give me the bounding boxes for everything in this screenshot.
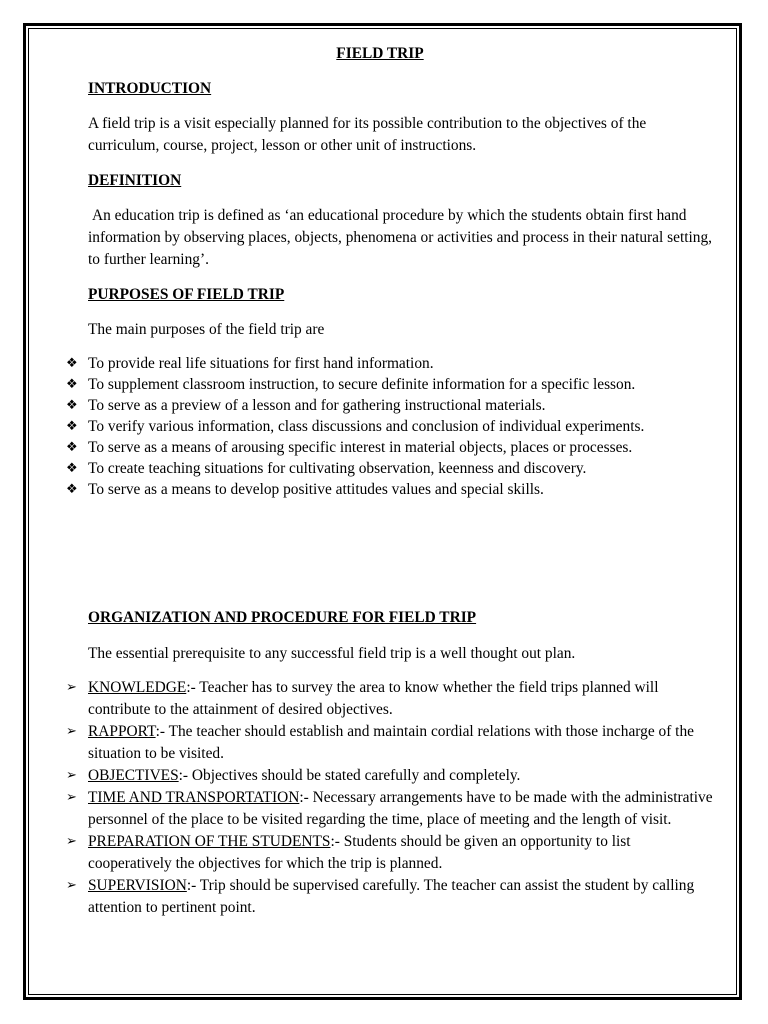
list-item-text: :- The teacher should establish and maintain cordial relations with those incharge of the situation to be visited. <box>88 723 694 762</box>
list-item-text: To provide real life situations for first hand information. <box>88 355 434 372</box>
list-item-text: To verify various information, class discussions and conclusion of individual experiments. <box>88 418 645 435</box>
list-item <box>64 831 714 875</box>
diamond-bullet-icon: ❖ <box>66 419 78 434</box>
purposes-heading: PURPOSES OF FIELD TRIP <box>88 286 285 303</box>
list-item-term: KNOWLEDGE <box>88 679 187 696</box>
list-item-text: :- Teacher has to survey the area to know whether the field trips planned will contribute to the attainment of desired objectives. <box>88 679 659 718</box>
list-item <box>64 677 714 721</box>
arrow-bullet-icon: ➢ <box>66 680 77 695</box>
list-item <box>64 458 714 479</box>
list-item <box>64 437 714 458</box>
list-item-text: :- Trip should be supervised carefully. The teacher can assist the student by calling attention to pertinent point. <box>88 877 695 916</box>
list-item-text: To serve as a preview of a lesson and for gathering instructional materials. <box>88 397 546 414</box>
introduction-text: A field trip is a visit especially planned for its possible contribution to the objectives of the curriculum, course, project, lesson or other unit of instructions. <box>88 115 647 154</box>
introduction-heading: INTRODUCTION <box>88 80 212 97</box>
organization-list <box>64 677 714 919</box>
organization-intro: The essential prerequisite to any successful field trip is a well thought out plan. <box>88 645 576 662</box>
list-item-term: TIME AND TRANSPORTATION <box>88 789 300 806</box>
list-item <box>64 416 714 437</box>
list-item <box>64 875 714 919</box>
list-item-text: To supplement classroom instruction, to secure definite information for a specific lesson. <box>88 376 636 393</box>
diamond-bullet-icon: ❖ <box>66 398 78 413</box>
list-item-text: To serve as a means to develop positive attitudes values and special skills. <box>88 481 544 498</box>
list-item-term: OBJECTIVES <box>88 767 179 784</box>
list-item-text: :- Necessary arrangements have to be made with the administrative personnel of the place to be visited regarding the time, place of meeting and the length of visit. <box>88 789 713 828</box>
arrow-bullet-icon: ➢ <box>66 768 77 783</box>
list-item <box>64 374 714 395</box>
arrow-bullet-icon: ➢ <box>66 878 77 893</box>
diamond-bullet-icon: ❖ <box>66 461 78 476</box>
diamond-bullet-icon: ❖ <box>66 377 78 392</box>
list-item-text: :- Objectives should be stated carefully and completely. <box>178 767 521 784</box>
arrow-bullet-icon: ➢ <box>66 834 77 849</box>
diamond-bullet-icon: ❖ <box>66 356 78 371</box>
organization-heading: ORGANIZATION AND PROCEDURE FOR FIELD TRIP <box>88 609 477 626</box>
list-item <box>64 479 714 500</box>
list-item-term: PREPARATION OF THE STUDENTS <box>88 833 331 850</box>
list-item-text: :- Students should be given an opportunity to list cooperatively the objectives for which the trip is planned. <box>88 833 631 872</box>
purposes-intro: The main purposes of the field trip are <box>88 321 325 338</box>
diamond-bullet-icon: ❖ <box>66 440 78 455</box>
definition-text: An education trip is defined as ‘an educational procedure by which the students obtain first hand information by observing places, objects, phenomena or activities and process in their natural setting, to further learning’. <box>88 207 713 268</box>
list-item-text: To serve as a means of arousing specific interest in material objects, places or processes. <box>88 439 633 456</box>
list-item <box>64 765 714 787</box>
diamond-bullet-icon: ❖ <box>66 482 78 497</box>
list-item-term: RAPPORT <box>88 723 156 740</box>
list-item <box>64 353 714 374</box>
definition-heading: DEFINITION <box>88 172 182 189</box>
list-item-term: SUPERVISION <box>88 877 187 894</box>
list-item <box>64 721 714 765</box>
list-item <box>64 787 714 831</box>
arrow-bullet-icon: ➢ <box>66 790 77 805</box>
purposes-list <box>64 353 714 500</box>
arrow-bullet-icon: ➢ <box>66 724 77 739</box>
document-title: FIELD TRIP <box>336 45 424 62</box>
list-item <box>64 395 714 416</box>
list-item-text: To create teaching situations for cultivating observation, keenness and discovery. <box>88 460 587 477</box>
